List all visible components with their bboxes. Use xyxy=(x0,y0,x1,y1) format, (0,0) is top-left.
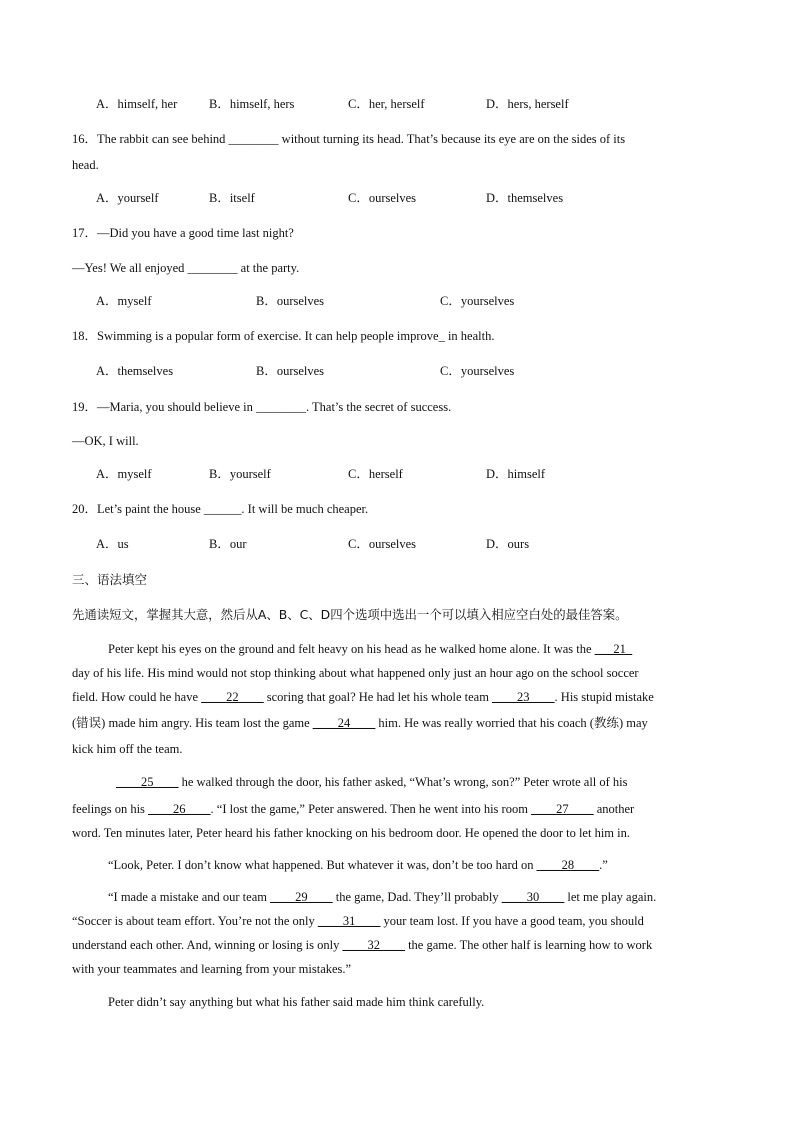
passage-p4-line4: with your teammates and learning from your mistakes.” xyxy=(72,962,352,976)
q15-option-d[interactable]: D．hers, herself xyxy=(486,97,569,111)
q17-options xyxy=(0,293,794,309)
blank-22[interactable]: ____22____ xyxy=(201,690,264,704)
q20-option-c[interactable]: C．ourselves xyxy=(348,537,417,551)
passage-p4-line2: “Soccer is about team effort. You’re not the only ____31____ your team lost. If you have a good team, you should xyxy=(72,914,644,928)
q19-option-c[interactable]: C．herself xyxy=(348,467,403,481)
q18-option-b[interactable]: B．ourselves xyxy=(256,364,325,378)
q20-stem: 20．Let’s paint the house ______. It will be much cheaper. xyxy=(72,502,369,516)
q19-option-d[interactable]: D．himself xyxy=(486,467,546,481)
passage-p5: Peter didn’t say anything but what his father said made him think carefully. xyxy=(108,995,485,1009)
q16-options xyxy=(0,190,794,206)
q19-option-a[interactable]: A．myself xyxy=(96,467,152,481)
q18-option-c[interactable]: C．yourselves xyxy=(440,364,515,378)
q17-stem: 17．—Did you have a good time last night? xyxy=(72,226,294,240)
q16-option-b[interactable]: B．itself xyxy=(209,191,255,205)
passage-p4-line3: understand each other. And, winning or losing is only ____32____ the game. The other half is learning how to work xyxy=(72,938,653,952)
passage-p1-line3: field. How could he have ____22____ scoring that goal? He had let his whole team ____23____. His stupid mistake xyxy=(72,690,654,704)
q18-stem: 18．Swimming is a popular form of exercise. It can help people improve_ in health. xyxy=(72,329,495,343)
section-heading: 三、语法填空 xyxy=(72,572,148,587)
q18-option-a[interactable]: A．themselves xyxy=(96,364,174,378)
passage-p1-line5: kick him off the team. xyxy=(72,742,183,756)
blank-23[interactable]: ____23____ xyxy=(492,690,555,704)
q15-options xyxy=(0,96,794,112)
q16-option-d[interactable]: D．themselves xyxy=(486,191,564,205)
passage-p1-line1: Peter kept his eyes on the ground and felt heavy on his head as he walked home alone. It was the ___21_ xyxy=(108,642,633,656)
q17-option-c[interactable]: C．yourselves xyxy=(440,294,515,308)
q17-option-b[interactable]: B．ourselves xyxy=(256,294,325,308)
q19-response: —OK, I will. xyxy=(72,434,139,448)
q16-stem-cont: head. xyxy=(72,158,99,172)
blank-29[interactable]: ____29____ xyxy=(270,890,333,904)
blank-25[interactable]: ____25____ xyxy=(116,775,179,789)
passage-p4-line1: “I made a mistake and our team ____29____ the game, Dad. They’ll probably ____30____ let me play again. xyxy=(108,890,657,904)
q20-option-a[interactable]: A．us xyxy=(96,537,129,551)
passage-p2-line2: feelings on his ____26____. “I lost the game,” Peter answered. Then he went into his room ____27____ another xyxy=(72,802,635,816)
q20-option-d[interactable]: D．ours xyxy=(486,537,530,551)
q16-option-a[interactable]: A．yourself xyxy=(96,191,159,205)
q19-options xyxy=(0,466,794,482)
passage-p3: “Look, Peter. I don’t know what happened. But whatever it was, don’t be too hard on ____28____.” xyxy=(108,858,608,872)
passage-p2-line1: ____25____ he walked through the door, his father asked, “What’s wrong, son?” Peter wrote all of his xyxy=(116,775,628,789)
blank-31[interactable]: ____31____ xyxy=(317,914,381,928)
q15-option-b[interactable]: B．himself, hers xyxy=(209,97,295,111)
q15-option-a[interactable]: A．himself, her xyxy=(96,97,178,111)
passage-p1-line4: (错误) made him angry. His team lost the game ____24____ him. He was really worried that his coach (教练) may xyxy=(72,716,648,730)
blank-21[interactable]: ___21_ xyxy=(594,642,633,656)
q16-stem: 16．The rabbit can see behind ________ without turning its head. That’s because its eye are on the sides of its xyxy=(72,132,626,146)
blank-32[interactable]: ____32____ xyxy=(342,938,405,952)
q17-response: —Yes! We all enjoyed ________ at the party. xyxy=(72,261,300,275)
blank-27[interactable]: ____27____ xyxy=(531,802,594,816)
q16-option-c[interactable]: C．ourselves xyxy=(348,191,417,205)
blank-30[interactable]: ____30____ xyxy=(501,890,565,904)
section-instruction: 先通读短文，掌握其大意，然后从A、B、C、D四个选项中选出一个可以填入相应空白处的最佳答案。 xyxy=(72,607,628,622)
q19-option-b[interactable]: B．yourself xyxy=(209,467,271,481)
q17-option-a[interactable]: A．myself xyxy=(96,294,152,308)
q20-option-b[interactable]: B．our xyxy=(209,537,247,551)
q15-option-c[interactable]: C．her, herself xyxy=(348,97,425,111)
q19-stem: 19．—Maria, you should believe in ________. That’s the secret of success. xyxy=(72,400,452,414)
blank-26[interactable]: ____26____ xyxy=(148,802,211,816)
q18-options xyxy=(0,363,794,379)
blank-24[interactable]: ____24____ xyxy=(312,716,376,730)
q20-options xyxy=(0,536,794,552)
passage-p1-line2: day of his life. His mind would not stop thinking about what happened only just an hour ago on the school soccer xyxy=(72,666,639,680)
passage-p2-line3: word. Ten minutes later, Peter heard his father knocking on his bedroom door. He opened the door to let him in. xyxy=(72,826,630,840)
blank-28[interactable]: ____28____ xyxy=(536,858,600,872)
